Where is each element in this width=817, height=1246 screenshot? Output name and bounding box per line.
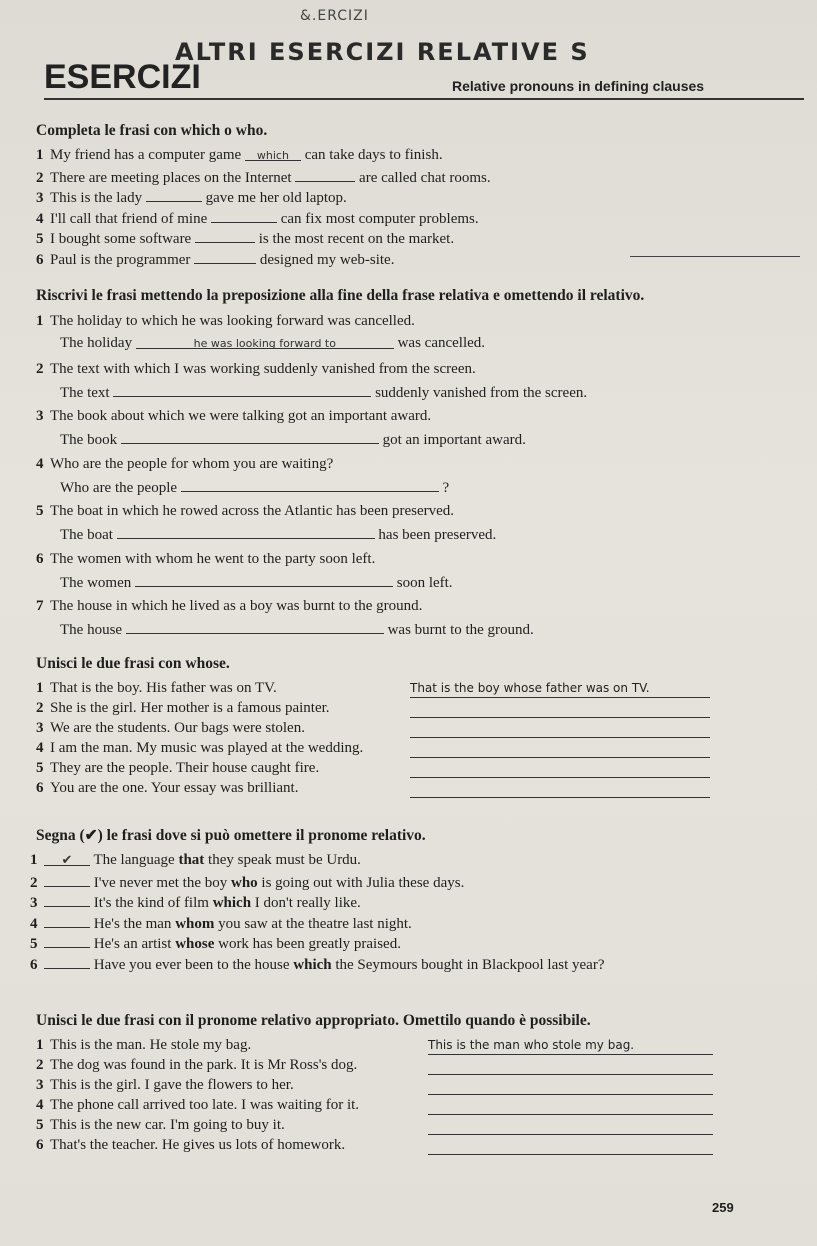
- item-number: 7: [36, 598, 44, 614]
- item-text: That's the teacher. He gives us lots of homework.: [50, 1137, 346, 1153]
- item-text: My friend has a computer game: [50, 147, 245, 163]
- item-text: The text with which I was working suddenly vanished from the screen.: [50, 360, 476, 377]
- ex2-rewrite: [60, 478, 449, 497]
- item-number: 2: [36, 700, 44, 716]
- check-blank[interactable]: [44, 852, 90, 866]
- relative-pronoun: whom: [175, 915, 215, 932]
- answer-line[interactable]: [428, 1118, 713, 1135]
- ex3-item: [36, 780, 298, 797]
- item-text: He's an artist: [90, 936, 176, 952]
- item-text: soon left.: [392, 574, 453, 591]
- item-number: 1: [36, 1037, 44, 1053]
- ex4-item: [30, 934, 401, 953]
- answer-blank[interactable]: [211, 209, 277, 223]
- item-number: 3: [36, 1077, 44, 1093]
- ex5-item: [36, 1097, 359, 1114]
- item-text: She is the girl. Her mother is a famous painter.: [50, 700, 330, 716]
- ex4-item: [30, 955, 604, 974]
- item-text: The holiday to which he was looking forward was cancelled.: [50, 313, 415, 329]
- item-number: 2: [36, 360, 44, 377]
- item-number: 6: [36, 550, 44, 567]
- item-text: The boat in which he rowed across the Atlantic has been preserved.: [50, 503, 455, 519]
- answer-line[interactable]: [428, 1058, 713, 1075]
- ex1-instruction: Completa le frasi con which o who.: [36, 122, 268, 139]
- item-number: 4: [36, 740, 44, 756]
- ex1-item: [36, 250, 394, 269]
- item-number: 2: [36, 169, 44, 186]
- answer-line[interactable]: [410, 741, 710, 758]
- item-text: This is the lady: [50, 190, 146, 206]
- answer-line[interactable]: That is the boy whose father was on TV.: [410, 681, 710, 698]
- item-number: 5: [36, 231, 44, 247]
- check-blank[interactable]: [44, 934, 90, 948]
- check-blank[interactable]: [44, 914, 90, 928]
- item-text: suddenly vanished from the screen.: [371, 384, 588, 401]
- item-text: has been preserved.: [374, 527, 497, 543]
- section-subtitle: Relative pronouns in defining clauses: [452, 78, 705, 94]
- item-text: ?: [438, 479, 450, 496]
- answer-blank[interactable]: [117, 525, 375, 539]
- item-number: 3: [36, 408, 44, 424]
- item-text: I don't really like.: [251, 895, 361, 911]
- answer-blank[interactable]: [135, 573, 393, 587]
- item-text: The boat: [60, 527, 117, 543]
- item-text: Who are the people for whom you are waiting?: [50, 455, 334, 472]
- ex3-item: [36, 700, 330, 717]
- handwritten-answer: which: [256, 149, 289, 162]
- item-number: 5: [36, 503, 44, 519]
- answer-blank[interactable]: [136, 335, 394, 349]
- item-number: 1: [36, 680, 44, 696]
- answer-line[interactable]: [410, 701, 710, 718]
- answer-line[interactable]: [410, 781, 710, 798]
- ex5-item: [36, 1137, 345, 1154]
- item-text: the Seymours bought in Blackpool last year?: [331, 956, 605, 973]
- separator-line: [630, 256, 800, 257]
- check-blank[interactable]: [44, 893, 90, 907]
- ex5-item: [36, 1077, 294, 1094]
- item-number: 6: [36, 780, 44, 796]
- handwritten-answer: he was looking forward to: [193, 337, 336, 350]
- item-number: 4: [30, 915, 38, 932]
- answer-line[interactable]: [410, 761, 710, 778]
- item-text: That is the boy. His father was on TV.: [50, 680, 277, 696]
- item-text: The house: [60, 622, 126, 638]
- ex5-item: [36, 1037, 251, 1054]
- item-text: I've never met the boy: [90, 874, 231, 891]
- answer-blank[interactable]: [181, 478, 439, 492]
- item-number: 3: [36, 190, 44, 206]
- answer-blank[interactable]: [295, 168, 355, 182]
- ex2-rewrite: [60, 383, 587, 402]
- item-number: 4: [36, 210, 44, 227]
- answer-line[interactable]: [428, 1138, 713, 1155]
- item-text: The book about which we were talking got an important award.: [50, 408, 432, 424]
- ex5-instruction: Unisci le due frasi con il pronome relativo appropriato. Omettilo quando è possibile.: [36, 1012, 591, 1029]
- item-text: they speak must be Urdu.: [204, 852, 361, 868]
- item-text: This is the new car. I'm going to buy it.: [50, 1117, 285, 1133]
- item-text: was cancelled.: [393, 335, 486, 351]
- answer-line[interactable]: [410, 721, 710, 738]
- relative-pronoun: that: [178, 852, 205, 868]
- ex3-instruction: Unisci le due frasi con whose.: [36, 655, 230, 672]
- ex4-item: [30, 852, 361, 869]
- ex3-item: [36, 720, 305, 737]
- item-text: I'll call that friend of mine: [50, 210, 211, 227]
- ex2-question: [36, 551, 375, 568]
- item-number: 5: [36, 1117, 44, 1133]
- item-number: 4: [36, 455, 44, 472]
- item-number: 5: [30, 936, 38, 952]
- answer-blank[interactable]: [146, 188, 202, 202]
- ex2-question: [36, 456, 333, 473]
- item-number: 2: [30, 874, 38, 891]
- item-text: is the most recent on the market.: [254, 231, 455, 247]
- item-number: 6: [36, 1137, 44, 1153]
- item-text: The women with whom he went to the party soon left.: [50, 550, 376, 567]
- ex2-instruction: Riscrivi le frasi mettendo la preposizione alla fine della frase relativa e omettendo il relativo.: [36, 287, 645, 304]
- ex1-item: [36, 229, 454, 248]
- item-text: The women: [60, 574, 135, 591]
- ex2-rewrite: [60, 620, 534, 639]
- item-text: They are the people. Their house caught fire.: [50, 760, 320, 776]
- check-blank[interactable]: [44, 873, 90, 887]
- ex2-question: [36, 598, 422, 615]
- item-number: 6: [30, 956, 38, 973]
- item-text: can take days to finish.: [300, 147, 443, 163]
- item-text: The book: [60, 432, 121, 448]
- section-title: ESERCIZI: [44, 58, 201, 96]
- item-number: 1: [36, 313, 44, 329]
- ex1-item: [36, 168, 491, 187]
- checkmark-icon: ✔: [61, 853, 73, 868]
- ex2-question: [36, 408, 431, 425]
- check-blank[interactable]: [44, 955, 90, 969]
- ex3-item: [36, 740, 363, 757]
- item-text: can fix most computer problems.: [276, 210, 479, 227]
- relative-pronoun: who: [230, 874, 258, 891]
- item-text: Have you ever been to the house: [90, 956, 294, 973]
- item-text: The text: [60, 384, 114, 401]
- item-text: Paul is the programmer: [50, 251, 195, 268]
- answer-line[interactable]: [428, 1078, 713, 1095]
- item-text: He's the man: [90, 915, 176, 932]
- ex4-instruction: Segna (✔) le frasi dove si può omettere il pronome relativo.: [36, 827, 426, 844]
- item-number: 4: [36, 1097, 44, 1113]
- item-number: 5: [36, 760, 44, 776]
- item-text: The phone call arrived too late. I was waiting for it.: [50, 1097, 360, 1113]
- item-number: 1: [30, 852, 38, 868]
- item-text: The house in which he lived as a boy was burnt to the ground.: [50, 598, 423, 614]
- relative-pronoun: which: [212, 895, 252, 911]
- item-text: The holiday: [60, 335, 136, 351]
- item-number: 3: [36, 720, 44, 736]
- ex2-rewrite: [60, 573, 453, 592]
- item-text: is going out with Julia these days.: [257, 874, 465, 891]
- handwritten-title: ALTRI ESERCIZI RELATIVE S: [175, 38, 590, 66]
- top-scribble: &.ERCIZI: [300, 8, 369, 24]
- relative-pronoun: whose: [175, 936, 215, 952]
- ex3-item: [36, 760, 319, 777]
- ex2-question: [36, 503, 454, 520]
- ex1-item: [36, 188, 347, 207]
- item-text: designed my web-site.: [256, 251, 395, 268]
- item-text: This is the girl. I gave the flowers to her.: [50, 1077, 294, 1093]
- item-text: was burnt to the ground.: [383, 622, 534, 638]
- ex2-rewrite: [60, 525, 496, 544]
- item-text: It's the kind of film: [90, 895, 213, 911]
- answer-blank[interactable]: [126, 620, 384, 634]
- answer-blank[interactable]: [195, 229, 255, 243]
- ex2-question: [36, 313, 415, 330]
- item-number: 2: [36, 1057, 44, 1073]
- ex2-rewrite: [60, 335, 485, 352]
- ex5-item: [36, 1057, 357, 1074]
- item-number: 3: [30, 895, 38, 911]
- item-number: 6: [36, 251, 44, 268]
- answer-line[interactable]: [428, 1098, 713, 1115]
- item-text: The language: [90, 852, 179, 868]
- answer-blank[interactable]: [194, 250, 256, 264]
- answer-blank[interactable]: [245, 147, 301, 161]
- relative-pronoun: which: [293, 956, 332, 973]
- header-rule: [44, 98, 804, 100]
- item-text: I bought some software: [50, 231, 195, 247]
- page-number: 259: [712, 1200, 734, 1215]
- ex4-item: [30, 914, 412, 933]
- ex4-item: [30, 873, 464, 892]
- item-text: you saw at the theatre last night.: [214, 915, 412, 932]
- item-number: 1: [36, 147, 44, 163]
- item-text: gave me her old laptop.: [201, 190, 347, 206]
- ex2-rewrite: [60, 430, 526, 449]
- item-text: This is the man. He stole my bag.: [50, 1037, 252, 1053]
- answer-line[interactable]: This is the man who stole my bag.: [428, 1038, 713, 1055]
- item-text: got an important award.: [378, 432, 526, 448]
- item-text: There are meeting places on the Internet: [50, 169, 296, 186]
- ex4-item: [30, 893, 361, 912]
- item-text: The dog was found in the park. It is Mr Ross's dog.: [50, 1057, 358, 1073]
- answer-blank[interactable]: [113, 383, 371, 397]
- item-text: I am the man. My music was played at the wedding.: [50, 740, 364, 756]
- ex5-item: [36, 1117, 285, 1134]
- ex2-question: [36, 361, 476, 378]
- item-text: are called chat rooms.: [355, 169, 491, 186]
- item-text: work has been greatly praised.: [214, 936, 401, 952]
- ex1-item: [36, 147, 443, 164]
- item-text: Who are the people: [60, 479, 181, 496]
- ex1-item: [36, 209, 479, 228]
- item-text: You are the one. Your essay was brilliant.: [50, 780, 299, 796]
- answer-blank[interactable]: [121, 430, 379, 444]
- ex3-item: [36, 680, 277, 697]
- item-text: We are the students. Our bags were stolen.: [50, 720, 305, 736]
